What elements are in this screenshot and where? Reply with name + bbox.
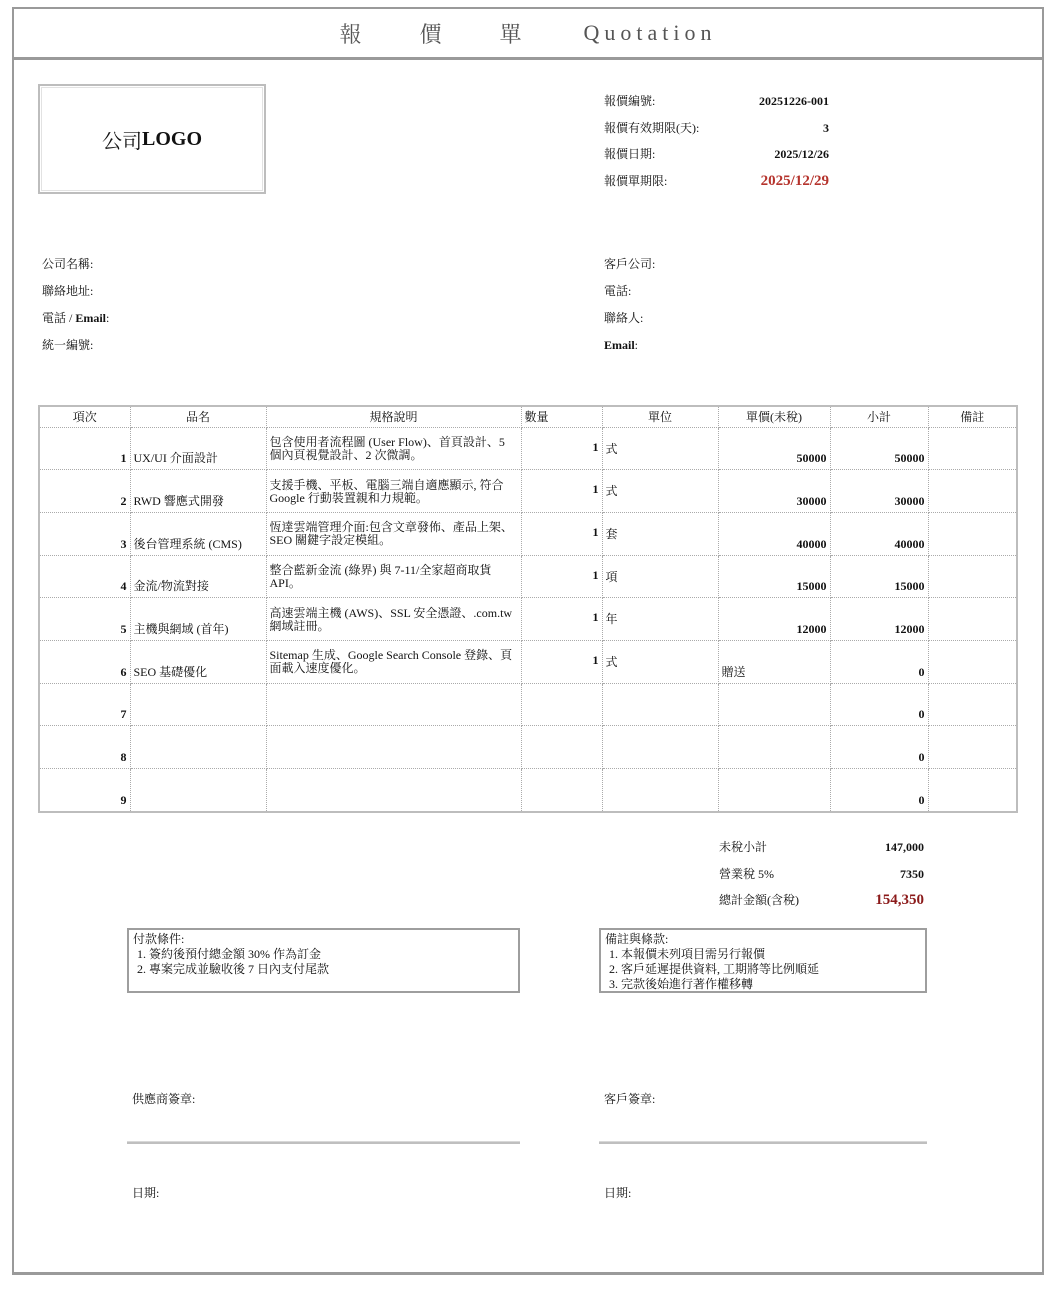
cell-unit-price [718, 769, 830, 812]
client-email [604, 337, 655, 364]
cell-spec: 包含使用者流程圖 (User Flow)、首頁設計、5 個內頁視覺設計、2 次微調。 [266, 427, 521, 470]
cell-name: 主機與網域 (首年) [130, 598, 266, 641]
cell-item-no: 3 [40, 512, 130, 555]
header-name: 品名 [130, 407, 266, 427]
title-chinese: 報價單 [339, 21, 580, 47]
meta-value: 2025/12/26 [774, 147, 829, 161]
items-table [38, 405, 1018, 813]
cell-unit [602, 769, 718, 812]
grand-total-value: 154,350 [875, 892, 924, 908]
meta-valid-days [604, 119, 829, 146]
table-row [40, 640, 1016, 683]
cell-unit: 年 [602, 598, 718, 641]
cell-unit-price: 贈送 [718, 640, 830, 683]
cell-qty: 1 [521, 640, 602, 683]
meta-label: 報價單期限: [604, 173, 668, 188]
meta-label: 報價有效期限(天): [604, 120, 700, 135]
remark-item: 1. 本報價未列項目需另行報價 [609, 947, 766, 961]
cell-qty: 1 [521, 598, 602, 641]
cell-qty: 1 [521, 427, 602, 470]
phone-label: 電話 / [42, 311, 76, 325]
remarks-box [599, 928, 927, 993]
colon: : [106, 311, 110, 325]
cell-subtotal: 0 [830, 640, 928, 683]
table-row [40, 555, 1016, 598]
cell-subtotal: 0 [830, 726, 928, 769]
table-header-row [40, 407, 1016, 427]
header-note: 備註 [928, 407, 1016, 427]
cell-subtotal: 40000 [830, 512, 928, 555]
cell-spec: 整合藍新金流 (綠界) 與 7-11/全家超商取貨 API。 [266, 555, 521, 598]
email-label: Email [75, 311, 107, 325]
cell-name: RWD 響應式開發 [130, 470, 266, 513]
remarks-title: 備註與條款: [605, 932, 669, 946]
cell-unit: 式 [602, 640, 718, 683]
header-subtotal: 小計 [830, 407, 928, 427]
payment-terms-box [127, 928, 520, 993]
cell-unit: 項 [602, 555, 718, 598]
cell-unit-price: 40000 [718, 512, 830, 555]
table-row [40, 427, 1016, 470]
table-row [40, 598, 1016, 641]
cell-subtotal: 12000 [830, 598, 928, 641]
cell-note [928, 598, 1016, 641]
total-label: 總計金額(含稅) [719, 893, 799, 907]
cell-item-no: 6 [40, 640, 130, 683]
vendor-signature-line [127, 1141, 520, 1144]
cell-spec [266, 726, 521, 769]
cell-item-no: 4 [40, 555, 130, 598]
meta-value: 20251226-001 [759, 94, 829, 108]
total-pretax [719, 838, 924, 865]
cell-qty [521, 769, 602, 812]
total-tax [719, 865, 924, 892]
client-info [604, 256, 655, 364]
table-row [40, 726, 1016, 769]
cell-subtotal: 30000 [830, 470, 928, 513]
cell-unit-price: 50000 [718, 427, 830, 470]
cell-unit: 套 [602, 512, 718, 555]
cell-spec [266, 683, 521, 726]
table-row [40, 769, 1016, 812]
cell-qty: 1 [521, 555, 602, 598]
client-signature-line [599, 1141, 927, 1144]
meta-label: 報價編號: [604, 94, 656, 108]
meta-quote-date [604, 145, 829, 172]
client-date-label: 日期: [604, 1186, 632, 1200]
quotation-meta [604, 92, 829, 198]
cell-item-no: 7 [40, 683, 130, 726]
vendor-date-label: 日期: [132, 1186, 160, 1200]
header-unit-price: 單價(未稅) [718, 407, 830, 427]
cell-note [928, 427, 1016, 470]
cell-note [928, 512, 1016, 555]
cell-spec: 恆達雲端管理介面:包含文章發佈、產品上架、SEO 關鍵字設定模組。 [266, 512, 521, 555]
meta-quote-number [604, 92, 829, 119]
client-phone: 電話: [604, 284, 632, 298]
table-row [40, 470, 1016, 513]
cell-name [130, 769, 266, 812]
cell-spec: Sitemap 生成、Google Search Console 登錄、頁面載入速度優化。 [266, 640, 521, 683]
total-label: 未稅小計 [719, 840, 768, 854]
email-label: Email [604, 338, 635, 352]
cell-name [130, 726, 266, 769]
cell-subtotal: 0 [830, 683, 928, 726]
total-value: 147,000 [885, 840, 924, 854]
meta-value-expiry: 2025/12/29 [760, 172, 829, 189]
cell-unit [602, 683, 718, 726]
cell-item-no: 1 [40, 427, 130, 470]
header-spec: 規格說明 [266, 407, 521, 427]
vendor-phone-email [42, 310, 109, 337]
client-signature-label: 客戶簽章: [604, 1092, 656, 1106]
cell-note [928, 640, 1016, 683]
cell-subtotal: 15000 [830, 555, 928, 598]
payment-term-item: 2. 專案完成並驗收後 7 日內支付尾款 [137, 962, 330, 976]
cell-unit-price: 30000 [718, 470, 830, 513]
total-label: 營業稅 5% [719, 866, 774, 881]
cell-spec: 支援手機、平板、電腦三端自適應顯示, 符合 Google 行動裝置親和力規範。 [266, 470, 521, 513]
vendor-info [42, 256, 109, 364]
cell-qty [521, 683, 602, 726]
cell-item-no: 9 [40, 769, 130, 812]
client-company: 客戶公司: [604, 257, 656, 271]
cell-unit-price: 15000 [718, 555, 830, 598]
payment-terms-title: 付款條件: [133, 932, 185, 946]
cell-item-no: 5 [40, 598, 130, 641]
cell-subtotal: 50000 [830, 427, 928, 470]
cell-name [130, 683, 266, 726]
cell-unit-price: 12000 [718, 598, 830, 641]
cell-unit: 式 [602, 470, 718, 513]
totals [719, 838, 924, 918]
total-value: 7350 [900, 866, 924, 881]
header-item-no: 項次 [40, 407, 130, 427]
client-contact: 聯絡人: [604, 311, 644, 325]
cell-note [928, 555, 1016, 598]
cell-note [928, 470, 1016, 513]
title-english: Quotation [583, 20, 717, 45]
remark-item: 2. 客戶延遲提供資料, 工期將等比例順延 [609, 962, 820, 976]
header-unit: 單位 [602, 407, 718, 427]
vendor-tax-id: 統一編號: [42, 338, 94, 352]
cell-qty [521, 726, 602, 769]
cell-note [928, 726, 1016, 769]
cell-unit-price [718, 726, 830, 769]
payment-term-item: 1. 簽約後預付總金額 30% 作為訂金 [137, 947, 321, 961]
cell-name: SEO 基礎優化 [130, 640, 266, 683]
vendor-company-name: 公司名稱: [42, 257, 94, 271]
cell-spec [266, 769, 521, 812]
cell-qty: 1 [521, 512, 602, 555]
total-grand [719, 891, 924, 918]
cell-name: 後台管理系統 (CMS) [130, 512, 266, 555]
colon: : [634, 338, 639, 352]
title-bar [14, 9, 1042, 60]
meta-label: 報價日期: [604, 147, 656, 161]
cell-name: UX/UI 介面設計 [130, 427, 266, 470]
meta-expiry-date [604, 172, 829, 199]
cell-spec: 高速雲端主機 (AWS)、SSL 安全憑證、.com.tw 網域註冊。 [266, 598, 521, 641]
logo-text-en: LOGO [141, 127, 202, 150]
meta-value: 3 [823, 120, 829, 135]
cell-note [928, 769, 1016, 812]
vendor-signature-label: 供應商簽章: [132, 1092, 196, 1106]
cell-subtotal: 0 [830, 769, 928, 812]
table-row [40, 512, 1016, 555]
vendor-address: 聯絡地址: [42, 284, 94, 298]
cell-item-no: 2 [40, 470, 130, 513]
company-logo-placeholder [38, 84, 266, 194]
cell-item-no: 8 [40, 726, 130, 769]
cell-qty: 1 [521, 470, 602, 513]
cell-note [928, 683, 1016, 726]
cell-unit-price [718, 683, 830, 726]
table-row [40, 683, 1016, 726]
cell-unit: 式 [602, 427, 718, 470]
cell-unit [602, 726, 718, 769]
header-qty: 數量 [521, 407, 602, 427]
logo-text-cn: 公司 [101, 130, 142, 153]
cell-name: 金流/物流對接 [130, 555, 266, 598]
remark-item: 3. 完款後始進行著作權移轉 [609, 977, 754, 991]
